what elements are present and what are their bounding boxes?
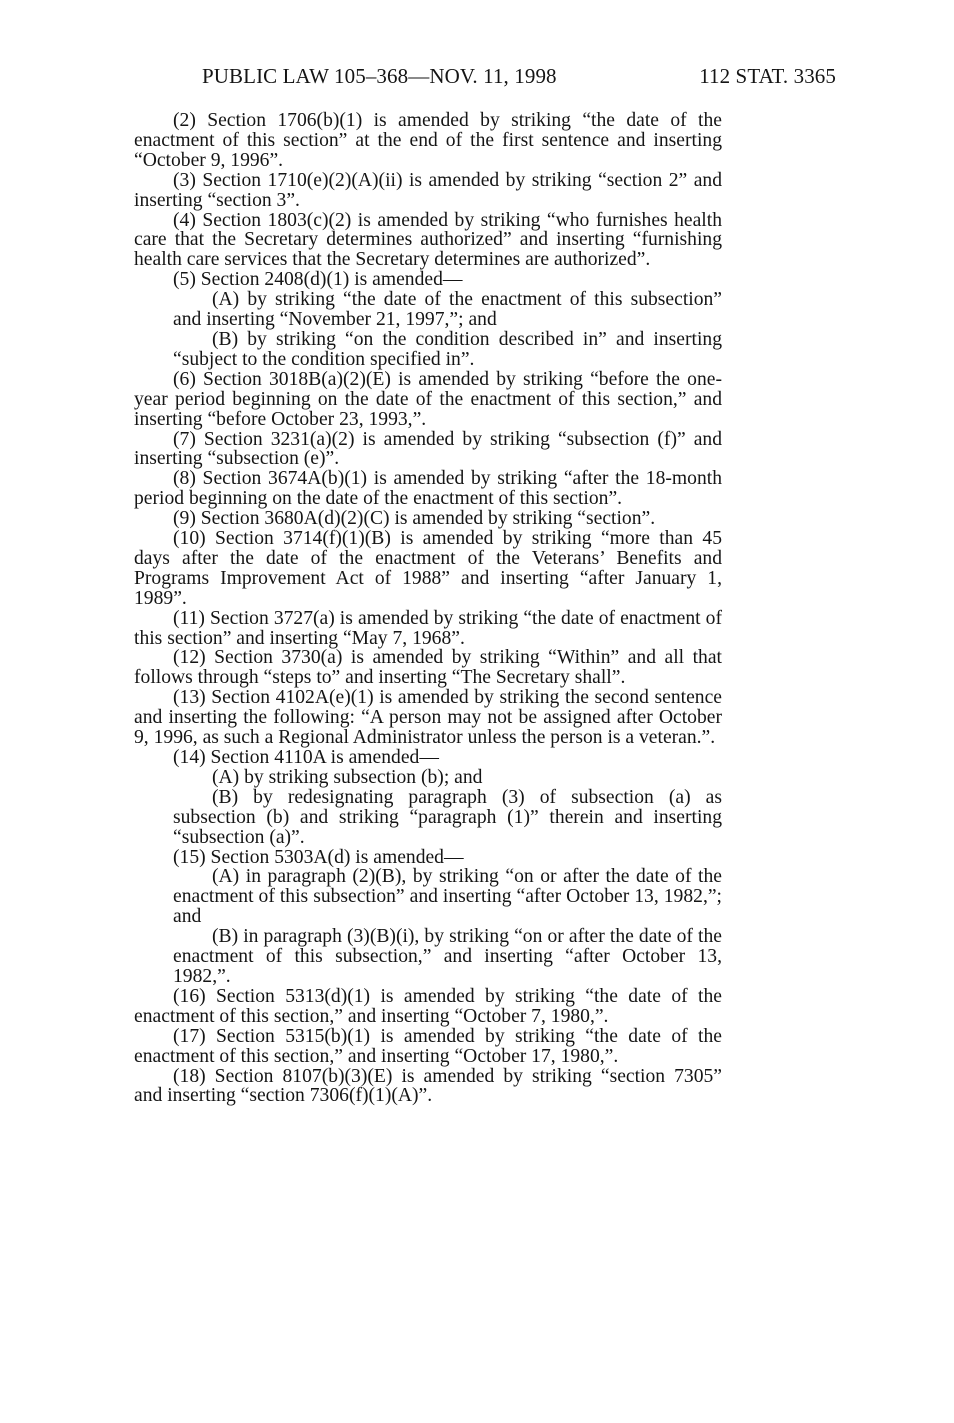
paragraph-14-b: (B) by redesignating paragraph (3) of subsection (a) as subsection (b) and striking “paragraph (1)” therein and inserting “subsection (a)”. (173, 786, 722, 848)
paragraph-14-a: (A) by striking subsection (b); and (212, 766, 483, 788)
paragraph-12: (12) Section 3730(a) is amended by striking “Within” and all that follows through “steps to” and inserting “The Secretary shall”. (134, 647, 722, 689)
paragraph-16: (16) Section 5313(d)(1) is amended by striking “the date of the enactment of this section,” and inserting “October 7, 1980,”. (134, 985, 722, 1027)
paragraph-3: (3) Section 1710(e)(2)(A)(ii) is amended by striking “section 2” and inserting “section 3”. (134, 169, 722, 211)
paragraph-14: (14) Section 4110A is amended— (173, 747, 439, 768)
paragraph-9: (9) Section 3680A(d)(2)(C) is amended by striking “section”. (173, 508, 656, 530)
paragraph-5-a: (A) by striking “the date of the enactment of this subsection” and inserting “November 21, 1997,”; and (173, 289, 722, 331)
body-text (134, 111, 722, 1106)
paragraph-11: (11) Section 3727(a) is amended by striking “the date of enactment of this section” and inserting “May 7, 1968”. (134, 607, 722, 649)
paragraph-5-b: (B) by striking “on the condition described in” and inserting “subject to the condition specified in”. (173, 328, 722, 370)
paragraph-15: (15) Section 5303A(d) is amended— (173, 846, 464, 868)
paragraph-6: (6) Section 3018B(a)(2)(E) is amended by striking “before the one-year period beginning on the date of the enactment of this section,” and inserting “before October 23, 1993,”. (134, 368, 722, 430)
paragraph-4: (4) Section 1803(c)(2) is amended by striking “who furnishes health care that the Secretary determines authorized” and inserting “furnishing health care services that the Secretary determines are authorized”. (134, 209, 722, 271)
paragraph-8: (8) Section 3674A(b)(1) is amended by striking “after the 18-month period beginning on the date of the enactment of this section”. (134, 468, 722, 510)
paragraph-2: (2) Section 1706(b)(1) is amended by striking “the date of the enactment of this section” at the end of the first sentence and inserting “October 9, 1996”. (134, 110, 722, 171)
public-law-title: PUBLIC LAW 105–368—NOV. 11, 1998 (202, 64, 557, 88)
paragraph-15-a: (A) in paragraph (2)(B), by striking “on or after the date of the enactment of this subsection” and inserting “after October 13, 1982,”; and (173, 866, 722, 928)
paragraph-13: (13) Section 4102A(e)(1) is amended by striking the second sentence and inserting the following: “A person may not be assigned after October 9, 1996, as such a Regional Administrator unless the person is a veteran.”. (134, 687, 722, 749)
running-head (202, 62, 836, 90)
paragraph-18: (18) Section 8107(b)(3)(E) is amended by striking “section 7305” and inserting “section 7306(f)(1)(A)”. (134, 1065, 722, 1107)
paragraph-10: (10) Section 3714(f)(1)(B) is amended by striking “more than 45 days after the date of the enactment of the Veterans’ Benefits and Programs Improvement Act of 1988” and inserting “after January 1, 1989”. (134, 528, 722, 609)
paragraph-15-b: (B) in paragraph (3)(B)(i), by striking “on or after the date of the enactment of this subsection,” and inserting “after October 13, 1982,”. (173, 926, 722, 987)
paragraph-5: (5) Section 2408(d)(1) is amended— (173, 269, 463, 291)
paragraph-7: (7) Section 3231(a)(2) is amended by striking “subsection (f)” and inserting “subsection (e)”. (134, 428, 722, 470)
statute-page-number: 112 STAT. 3365 (699, 64, 836, 88)
paragraph-17: (17) Section 5315(b)(1) is amended by striking “the date of the enactment of this section,” and inserting “October 17, 1980,”. (134, 1025, 722, 1067)
